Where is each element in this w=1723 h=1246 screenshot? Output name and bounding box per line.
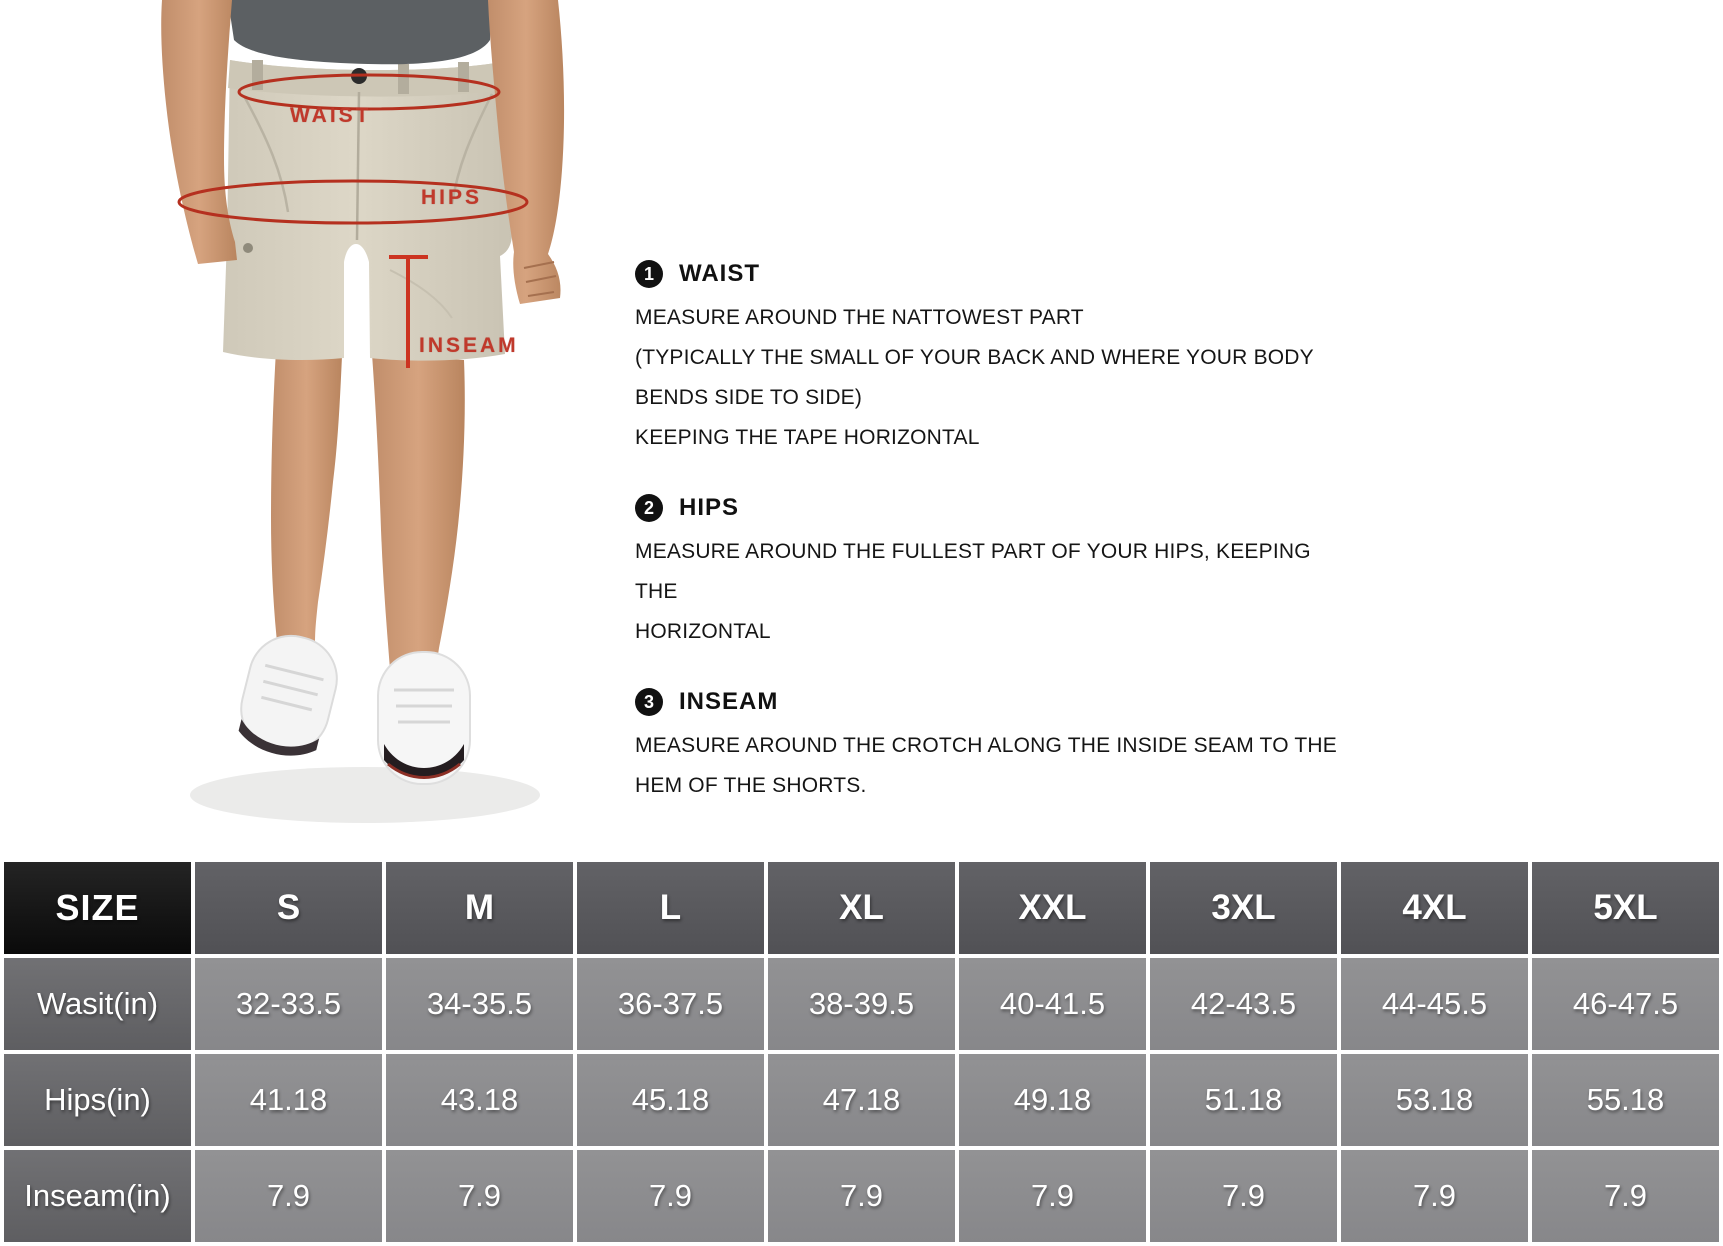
step-1-badge: 1 xyxy=(635,260,663,288)
instruction-line: BENDS SIDE TO SIDE) xyxy=(635,386,863,409)
inseam-cell-4xl: 7.9 xyxy=(1341,1150,1528,1242)
inseam-cell-l: 7.9 xyxy=(577,1150,764,1242)
size-col-header-4xl: 4XL xyxy=(1341,862,1528,954)
waist-cell-xl: 38-39.5 xyxy=(768,958,955,1050)
instruction-hips-heading xyxy=(635,494,1345,522)
left-shoe xyxy=(231,627,345,764)
instruction-inseam xyxy=(635,688,1345,806)
inseam-cell-xl: 7.9 xyxy=(768,1150,955,1242)
hips-cell-4xl: 53.18 xyxy=(1341,1054,1528,1146)
row-label-inseam: Inseam(in) xyxy=(4,1150,191,1242)
left-leg xyxy=(271,350,342,642)
instruction-inseam-title: INSEAM xyxy=(679,688,779,715)
size-col-header-l: L xyxy=(577,862,764,954)
inseam-cell-5xl: 7.9 xyxy=(1532,1150,1719,1242)
instruction-waist-heading xyxy=(635,260,1345,288)
instruction-waist-title: WAIST xyxy=(679,260,760,287)
left-arm xyxy=(161,0,237,264)
hips-cell-5xl: 55.18 xyxy=(1532,1054,1719,1146)
size-col-header-xxl: XXL xyxy=(959,862,1146,954)
inseam-annotation-label: INSEAM xyxy=(419,334,519,357)
waist-cell-4xl: 44-45.5 xyxy=(1341,958,1528,1050)
instruction-line: (TYPICALLY THE SMALL OF YOUR BACK AND WHERE YOUR BODY xyxy=(635,346,1314,369)
waist-annotation-label: WAIST xyxy=(290,104,372,127)
size-col-header-5xl: 5XL xyxy=(1532,862,1719,954)
instruction-line: MEASURE AROUND THE CROTCH ALONG THE INSIDE SEAM TO THE xyxy=(635,734,1337,757)
size-col-header-xl: XL xyxy=(768,862,955,954)
belt-loop xyxy=(398,64,409,94)
inseam-cell-m: 7.9 xyxy=(386,1150,573,1242)
row-label-waist: Wasit(in) xyxy=(4,958,191,1050)
measure-instructions xyxy=(635,260,1345,842)
shirt xyxy=(228,0,492,64)
hips-cell-xxl: 49.18 xyxy=(959,1054,1146,1146)
floor-shadow xyxy=(190,767,540,823)
instruction-line: HEM OF THE SHORTS. xyxy=(635,774,867,797)
row-label-hips: Hips(in) xyxy=(4,1054,191,1146)
instruction-line: HORIZONTAL xyxy=(635,620,771,643)
hips-annotation-label: HIPS xyxy=(421,186,483,209)
hips-cell-m: 43.18 xyxy=(386,1054,573,1146)
waist-cell-l: 36-37.5 xyxy=(577,958,764,1050)
hips-cell-l: 45.18 xyxy=(577,1054,764,1146)
inseam-cell-xxl: 7.9 xyxy=(959,1150,1146,1242)
instruction-line: KEEPING THE TAPE HORIZONTAL xyxy=(635,426,980,449)
belt-loop xyxy=(458,62,469,92)
model-photo xyxy=(140,0,595,845)
hips-cell-xl: 47.18 xyxy=(768,1054,955,1146)
hips-cell-s: 41.18 xyxy=(195,1054,382,1146)
waist-cell-3xl: 42-43.5 xyxy=(1150,958,1337,1050)
inseam-cell-s: 7.9 xyxy=(195,1150,382,1242)
inseam-cell-3xl: 7.9 xyxy=(1150,1150,1337,1242)
waist-cell-xxl: 40-41.5 xyxy=(959,958,1146,1050)
instruction-hips xyxy=(635,494,1345,652)
step-2-badge: 2 xyxy=(635,494,663,522)
waist-cell-m: 34-35.5 xyxy=(386,958,573,1050)
instruction-waist xyxy=(635,260,1345,458)
size-table-corner: SIZE xyxy=(4,862,191,954)
instruction-inseam-heading xyxy=(635,688,1345,716)
zip-pocket-dot xyxy=(243,243,253,253)
right-shoe xyxy=(378,652,470,784)
step-3-badge: 3 xyxy=(635,688,663,716)
instruction-hips-title: HIPS xyxy=(679,494,740,521)
instruction-line: MEASURE AROUND THE FULLEST PART OF YOUR HIPS, KEEPING THE xyxy=(635,540,1311,603)
right-leg xyxy=(372,354,465,682)
waist-cell-s: 32-33.5 xyxy=(195,958,382,1050)
hips-cell-3xl: 51.18 xyxy=(1150,1054,1337,1146)
size-col-header-m: M xyxy=(386,862,573,954)
size-col-header-s: S xyxy=(195,862,382,954)
size-table xyxy=(0,858,1723,1246)
instruction-line: MEASURE AROUND THE NATTOWEST PART xyxy=(635,306,1084,329)
waist-cell-5xl: 46-47.5 xyxy=(1532,958,1719,1050)
size-col-header-3xl: 3XL xyxy=(1150,862,1337,954)
